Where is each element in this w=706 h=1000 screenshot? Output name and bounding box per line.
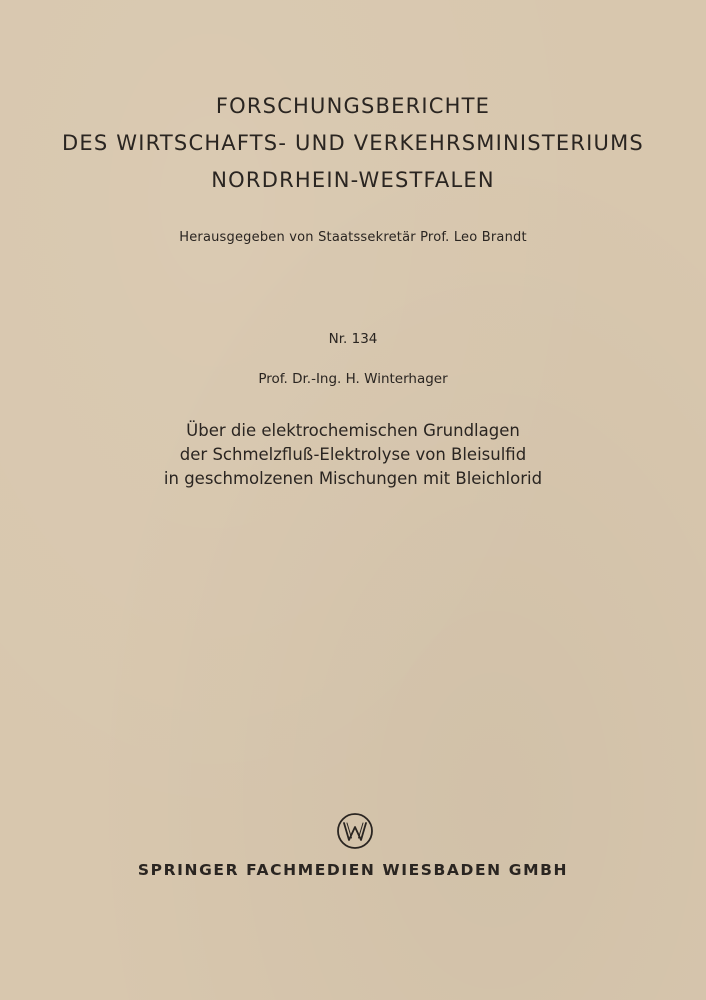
series-title-line-1: FORSCHUNGSBERICHTE xyxy=(215,94,491,118)
author-name: Prof. Dr.-Ing. H. Winterhager xyxy=(258,371,448,387)
volume-number: Nr. 134 xyxy=(328,331,378,347)
work-title-line-1: Über die elektrochemischen Grundlagen xyxy=(186,421,520,440)
springer-w-logo-icon xyxy=(335,811,375,851)
work-title-line-3: in geschmolzenen Mischungen mit Bleichlorid xyxy=(163,469,543,488)
publisher-name: SPRINGER FACHMEDIEN WIESBADEN GMBH xyxy=(137,861,569,879)
editor-line: Herausgegeben von Staatssekretär Prof. Leo Brandt xyxy=(179,230,527,245)
work-title xyxy=(0,419,706,491)
series-title xyxy=(0,88,706,199)
series-title-line-3: NORDRHEIN-WESTFALEN xyxy=(211,168,495,192)
work-title-line-2: der Schmelzfluß-Elektrolyse von Bleisulfid xyxy=(179,445,527,464)
series-title-line-2: DES WIRTSCHAFTS- UND VERKEHRSMINISTERIUMS xyxy=(62,131,644,155)
